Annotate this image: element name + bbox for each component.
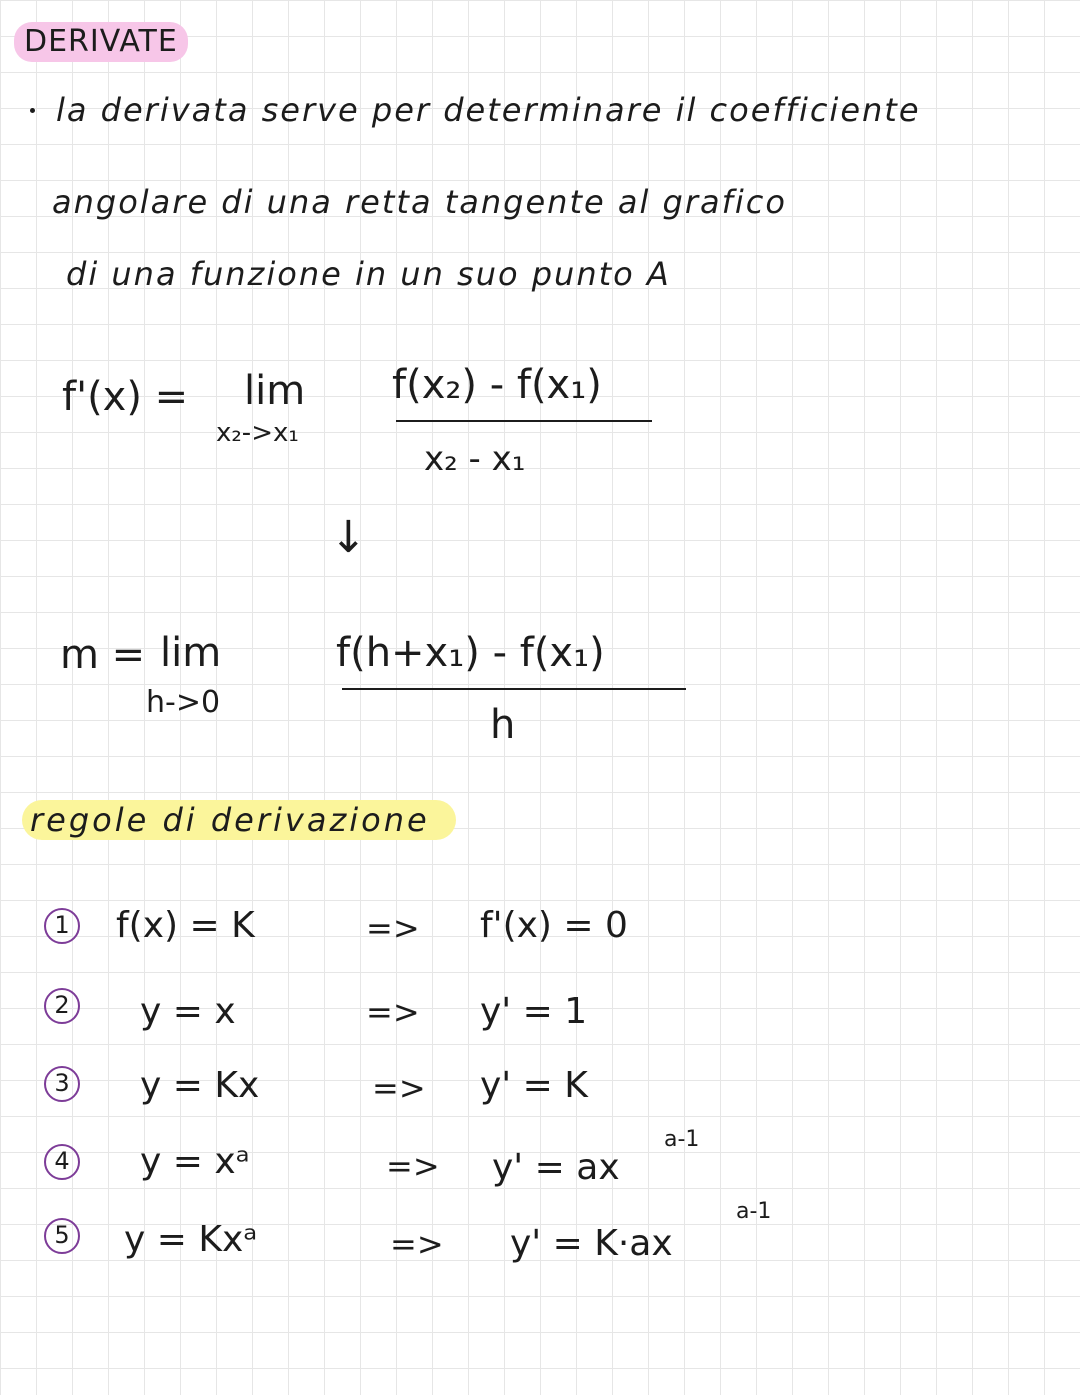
formula2-lim-sub: h->0 xyxy=(146,685,221,720)
formula1-numerator: f(x₂) - f(x₁) xyxy=(392,362,602,408)
formula1-fraction-bar xyxy=(396,420,652,422)
rule-number-circle: 3 xyxy=(44,1066,80,1102)
rule-derivative: y' = 1 xyxy=(480,991,588,1032)
implies-arrow: => xyxy=(366,909,420,947)
formula2-lim: lim xyxy=(160,630,222,676)
implies-arrow: => xyxy=(366,993,420,1031)
implies-arrow: => xyxy=(390,1225,444,1263)
formula1-denominator: x₂ - x₁ xyxy=(424,439,526,479)
intro-line-1: la derivata serve per determinare il coefficiente xyxy=(56,91,921,129)
page-title: DERIVATE xyxy=(14,22,188,62)
formula2-fraction-bar xyxy=(342,688,686,690)
rule-function: y = Kxᵃ xyxy=(124,1219,258,1260)
bullet-dot xyxy=(30,108,35,113)
rule-derivative: f'(x) = 0 xyxy=(480,905,628,946)
rule-number-circle: 4 xyxy=(44,1144,80,1180)
rule-number-circle: 1 xyxy=(44,908,80,944)
formula1-lhs: f'(x) = xyxy=(62,374,189,420)
down-arrow-icon: ↓ xyxy=(330,512,367,563)
rule-function: y = Kx xyxy=(140,1065,260,1106)
rule-derivative: y' = ax xyxy=(492,1147,620,1188)
rule-function: y = x xyxy=(140,991,236,1032)
intro-line-3: di una funzione in un suo punto A xyxy=(66,255,671,293)
formula1-lim-sub: x₂->x₁ xyxy=(216,418,299,448)
rule-number-circle: 2 xyxy=(44,988,80,1024)
rules-heading: regole di derivazione xyxy=(22,800,456,840)
formula2-denominator: h xyxy=(490,702,516,748)
rule-function: f(x) = K xyxy=(116,905,255,946)
implies-arrow: => xyxy=(386,1147,440,1185)
implies-arrow: => xyxy=(372,1069,426,1107)
formula2-lhs: m = xyxy=(60,632,146,678)
rule-exponent: a-1 xyxy=(664,1127,700,1152)
rule-exponent: a-1 xyxy=(736,1199,772,1224)
rule-function: y = xᵃ xyxy=(140,1141,250,1182)
rule-number-circle: 5 xyxy=(44,1218,80,1254)
formula2-numerator: f(h+x₁) - f(x₁) xyxy=(336,630,605,676)
rule-derivative: y' = K xyxy=(480,1065,588,1106)
intro-line-2: angolare di una retta tangente al grafico xyxy=(52,183,787,221)
rule-derivative: y' = K·ax xyxy=(510,1223,673,1264)
formula1-lim: lim xyxy=(244,368,306,414)
